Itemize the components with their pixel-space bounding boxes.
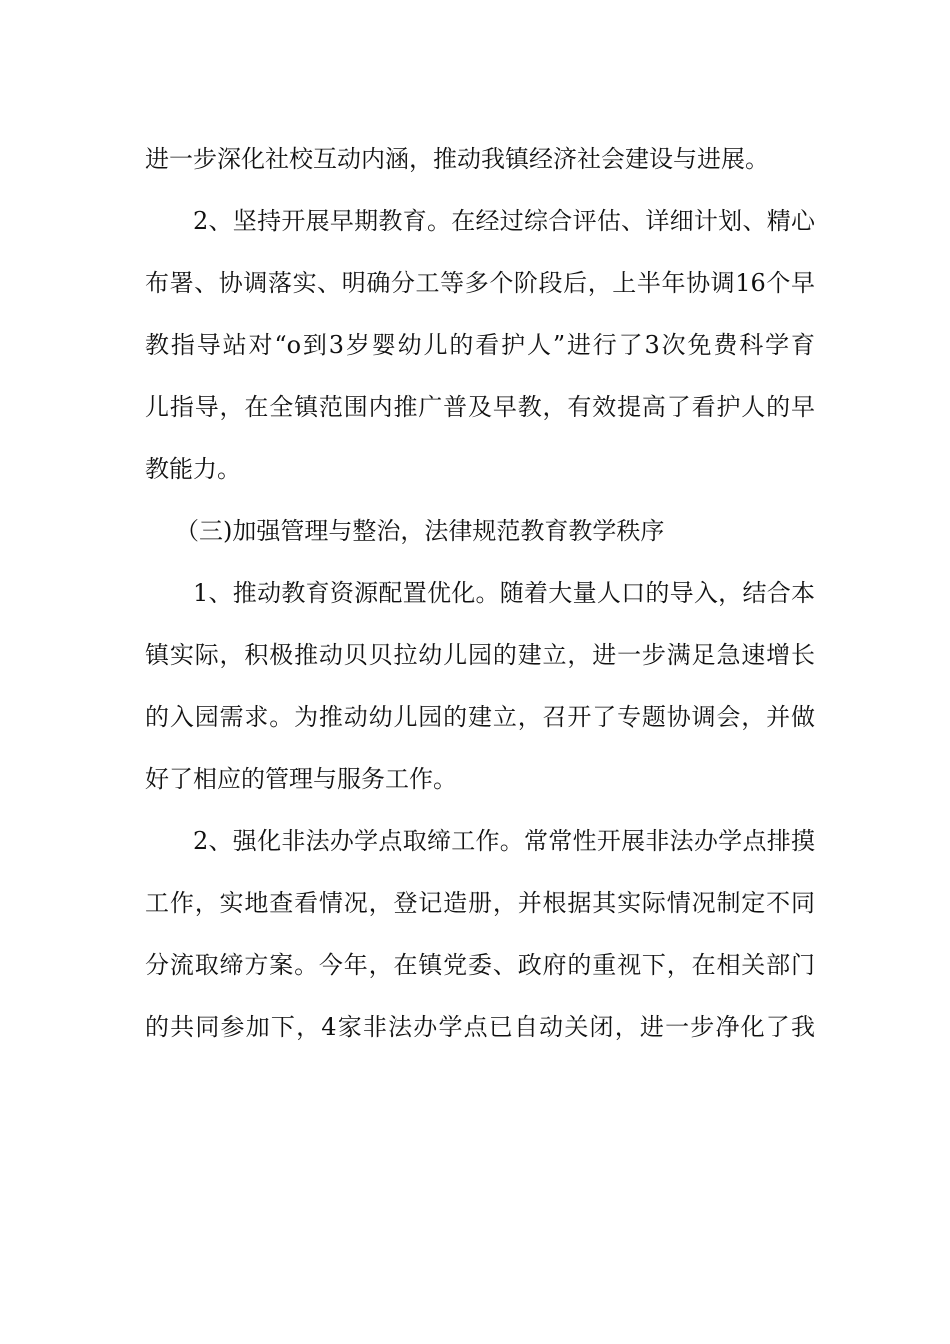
paragraph-line: 儿指导，在全镇范围内推广普及早教，有效提高了看护人的早: [145, 393, 815, 421]
paragraph-line: 教指导站对“o到3岁婴幼儿的看护人”进行了3次免费科学育: [145, 331, 815, 359]
document-body: [145, 128, 815, 1058]
paragraph-line: 好了相应的管理与服务工作。: [145, 765, 457, 793]
paragraph-line: 1、推动教育资源配置优化。随着大量人口的导入，结合本: [193, 579, 815, 607]
section-heading: （三)加强管理与整治，法律规范教育教学秩序: [175, 517, 665, 545]
paragraph-line: 镇实际，积极推动贝贝拉幼儿园的建立，进一步满足急速增长: [145, 641, 815, 669]
paragraph-line: 布署、协调落实、明确分工等多个阶段后，上半年协调16个早: [145, 269, 815, 297]
paragraph-line: 2、坚持开展早期教育。在经过综合评估、详细计划、精心: [193, 207, 815, 235]
paragraph-line: 的入园需求。为推动幼儿园的建立，召开了专题协调会，并做: [145, 703, 815, 731]
paragraph-line: 工作，实地查看情况，登记造册，并根据其实际情况制定不同: [145, 889, 815, 917]
paragraph-line: 教能力。: [145, 455, 241, 483]
paragraph-line: 的共同参加下，4家非法办学点已自动关闭，进一步净化了我: [145, 1013, 815, 1041]
paragraph-line: 分流取缔方案。今年，在镇党委、政府的重视下，在相关部门: [145, 951, 815, 979]
paragraph-line: 2、强化非法办学点取缔工作。常常性开展非法办学点排摸: [193, 827, 815, 855]
paragraph-line: 进一步深化社校互动内涵，推动我镇经济社会建设与进展。: [145, 145, 769, 173]
